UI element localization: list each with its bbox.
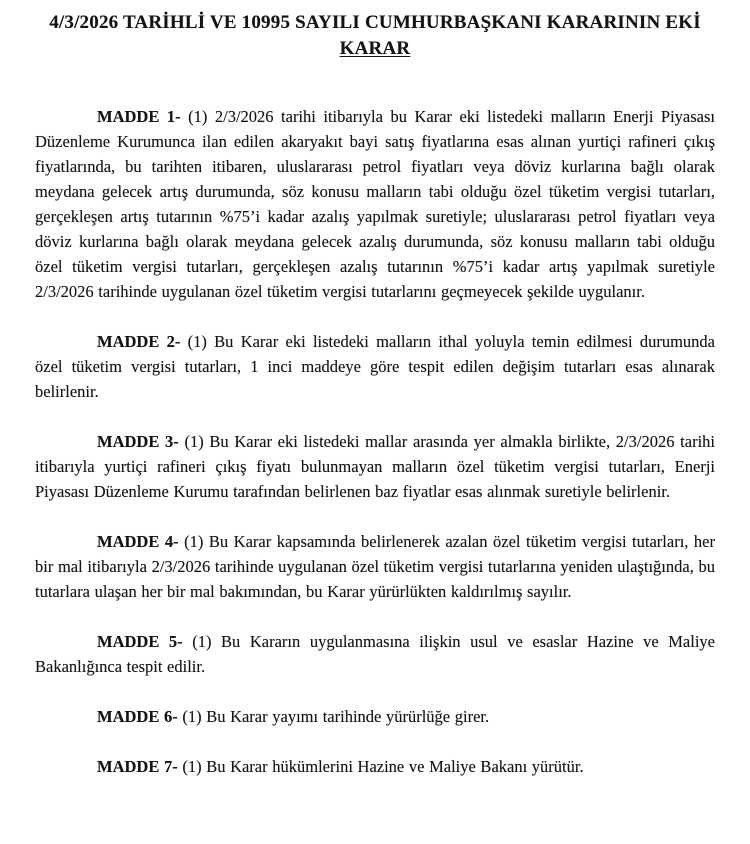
article-madde-5 (35, 629, 715, 679)
article-madde-1 (35, 104, 715, 304)
article-madde-7-label: MADDE 7- (97, 757, 178, 776)
article-madde-5-label: MADDE 5- (97, 632, 183, 651)
article-madde-6-label: MADDE 6- (97, 707, 178, 726)
document-title-line2: KARAR (339, 38, 411, 59)
document-title-line1: 4/3/2026 TARİHLİ VE 10995 SAYILI CUMHURBAŞKANI KARARININ EKİ (49, 12, 701, 33)
article-madde-2 (35, 329, 715, 404)
article-madde-3-text: (1) Bu Karar eki listedeki mallar arasında yer almakla birlikte, 2/3/2026 tarihi itibarıyla yurtiçi rafineri çıkış fiyatı bulunmayan malların özel tüketim vergisi tutarları, Enerji Piyasası Düzenleme Kurumu tarafından belirlenen baz fiyatlar esas alınmak suretiyle belirlenir. (35, 432, 715, 501)
article-madde-3-label: MADDE 3- (97, 432, 179, 451)
article-madde-6-text: (1) Bu Karar yayımı tarihinde yürürlüğe girer. (182, 707, 490, 726)
article-madde-4 (35, 529, 715, 604)
document-body (35, 104, 715, 779)
article-madde-2-label: MADDE 2- (97, 332, 181, 351)
document-title (35, 10, 715, 62)
article-madde-4-text: (1) Bu Karar kapsamında belirlenerek azalan özel tüketim vergisi tutarları, her bir mal itibarıyla 2/3/2026 tarihinde uygulanan özel tüketim vergisi tutarlarına yeniden ulaştığında, bu tutarlara ulaşan her bir mal bakımından, bu Karar yürürlükten kaldırılmış sayılır. (35, 532, 715, 601)
article-madde-7 (35, 754, 715, 779)
article-madde-1-text: (1) 2/3/2026 tarihi itibarıyla bu Karar eki listedeki malların Enerji Piyasası Düzenleme Kurumunca ilan edilen akaryakıt bayi satış fiyatlarına esas alınan yurtiçi rafineri çıkış fiyatlarında, bu tarihten itibaren, uluslararası petrol fiyatları veya döviz kurlarına bağlı olarak meydana gelecek artış durumunda, söz konusu malların tabi olduğu özel tüketim vergisi tutarları, gerçekleşen artış tutarının %75’i kadar azalış yapılmak suretiyle; uluslararası petrol fiyatları veya döviz kurlarına bağlı olarak meydana gelecek azalış durumunda, söz konusu malların tabi olduğu özel tüketim vergisi tutarları, gerçekleşen azalış tutarının %75’i kadar artış yapılmak suretiyle 2/3/2026 tarihinde uygulanan özel tüketim vergisi tutarlarını geçmeyecek şekilde uygulanır. (35, 107, 715, 301)
article-madde-4-label: MADDE 4- (97, 532, 179, 551)
article-madde-6 (35, 704, 715, 729)
article-madde-2-text: (1) Bu Karar eki listedeki malların ithal yoluyla temin edilmesi durumunda özel tüketim vergisi tutarları, 1 inci maddeye göre tespit edilen değişim tutarları esas alınarak belirlenir. (35, 332, 715, 401)
article-madde-7-text: (1) Bu Karar hükümlerini Hazine ve Maliye Bakanı yürütür. (182, 757, 584, 776)
article-madde-5-text: (1) Bu Kararın uygulanmasına ilişkin usul ve esaslar Hazine ve Maliye Bakanlığınca tespit edilir. (35, 632, 715, 676)
article-madde-1-label: MADDE 1- (97, 107, 181, 126)
article-madde-3 (35, 429, 715, 504)
